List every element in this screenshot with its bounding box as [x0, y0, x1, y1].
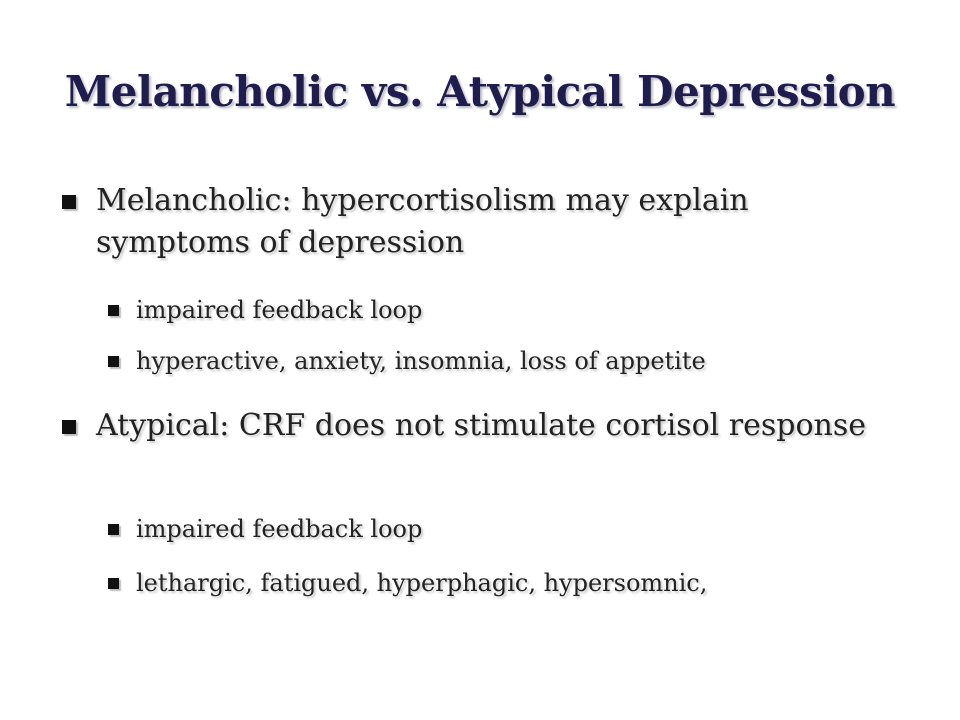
square-bullet-icon: [108, 305, 119, 316]
sub-bullet-item: [108, 566, 928, 600]
square-bullet-icon: [62, 420, 76, 434]
sub-bullet-text: impaired feedback loop: [136, 296, 423, 324]
square-bullet-icon: [62, 195, 76, 209]
bullet-text: Atypical: CRF does not stimulate cortisol response: [96, 408, 866, 443]
sub-bullet-text: hyperactive, anxiety, insomnia, loss of appetite: [136, 347, 706, 375]
square-bullet-icon: [108, 578, 119, 589]
sub-bullet-item: [108, 512, 928, 546]
sub-bullet-item: [108, 293, 928, 327]
sub-bullet-text: impaired feedback loop: [136, 515, 423, 543]
bullet-item-atypical: [62, 405, 922, 447]
sub-bullet-item: [108, 344, 928, 378]
slide-title: Melancholic vs. Atypical Depression: [64, 67, 896, 116]
bullet-item-melancholic: [62, 180, 922, 264]
square-bullet-icon: [108, 524, 119, 535]
square-bullet-icon: [108, 356, 119, 367]
bullet-text: Melancholic: hypercortisolism may explain symptoms of depression: [96, 183, 749, 260]
sub-bullet-text: lethargic, fatigued, hyperphagic, hypersomnic,: [136, 569, 708, 597]
